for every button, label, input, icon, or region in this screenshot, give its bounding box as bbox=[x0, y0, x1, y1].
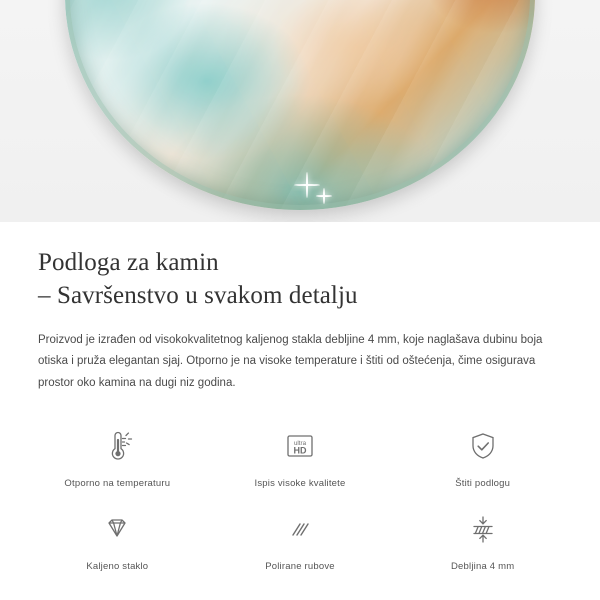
feature-label: Polirane rubove bbox=[265, 560, 335, 572]
feature-label: Ispis visoke kvalitete bbox=[254, 477, 346, 489]
feature-label: Štiti podlogu bbox=[455, 477, 511, 489]
feature-label: Debljina 4 mm bbox=[451, 560, 515, 572]
feature-item-polished-edges bbox=[209, 503, 392, 572]
product-description-text: Proizvod je izrađen od visokokvalitetnog kaljenog stakla debljine 4 mm, koje naglašava dubinu boja otiska i pruža elegantan sjaj. Otporno je na visoke temperature i štiti od oštećenja, čime osigurava prostor oko kamina na dugi niz godina. bbox=[38, 334, 543, 389]
page-title bbox=[38, 246, 562, 312]
polished-edges-icon bbox=[274, 503, 326, 555]
thermometer-icon bbox=[91, 420, 143, 472]
svg-text:ultra: ultra bbox=[293, 439, 307, 447]
feature-item-temperature bbox=[26, 420, 209, 489]
shield-check-icon bbox=[457, 420, 509, 472]
feature-item-print-quality bbox=[209, 420, 392, 489]
diamond-icon bbox=[91, 503, 143, 555]
content-block bbox=[0, 222, 600, 394]
feature-item-thickness bbox=[391, 503, 574, 572]
feature-item-tempered-glass bbox=[26, 503, 209, 572]
svg-text:HD: HD bbox=[293, 445, 307, 456]
headline-line-1: Podloga za kamin bbox=[38, 249, 219, 276]
hero-image bbox=[0, 0, 600, 222]
glass-plate-image bbox=[65, 0, 535, 210]
thickness-icon bbox=[457, 503, 509, 555]
ultra-hd-icon bbox=[274, 420, 326, 472]
feature-item-protection bbox=[391, 420, 574, 489]
headline-line-2: – Savršenstvo u svakom detalju bbox=[38, 282, 358, 309]
feature-grid bbox=[0, 420, 600, 572]
feature-label: Otporno na temperaturu bbox=[64, 477, 171, 489]
feature-label: Kaljeno staklo bbox=[86, 560, 149, 572]
